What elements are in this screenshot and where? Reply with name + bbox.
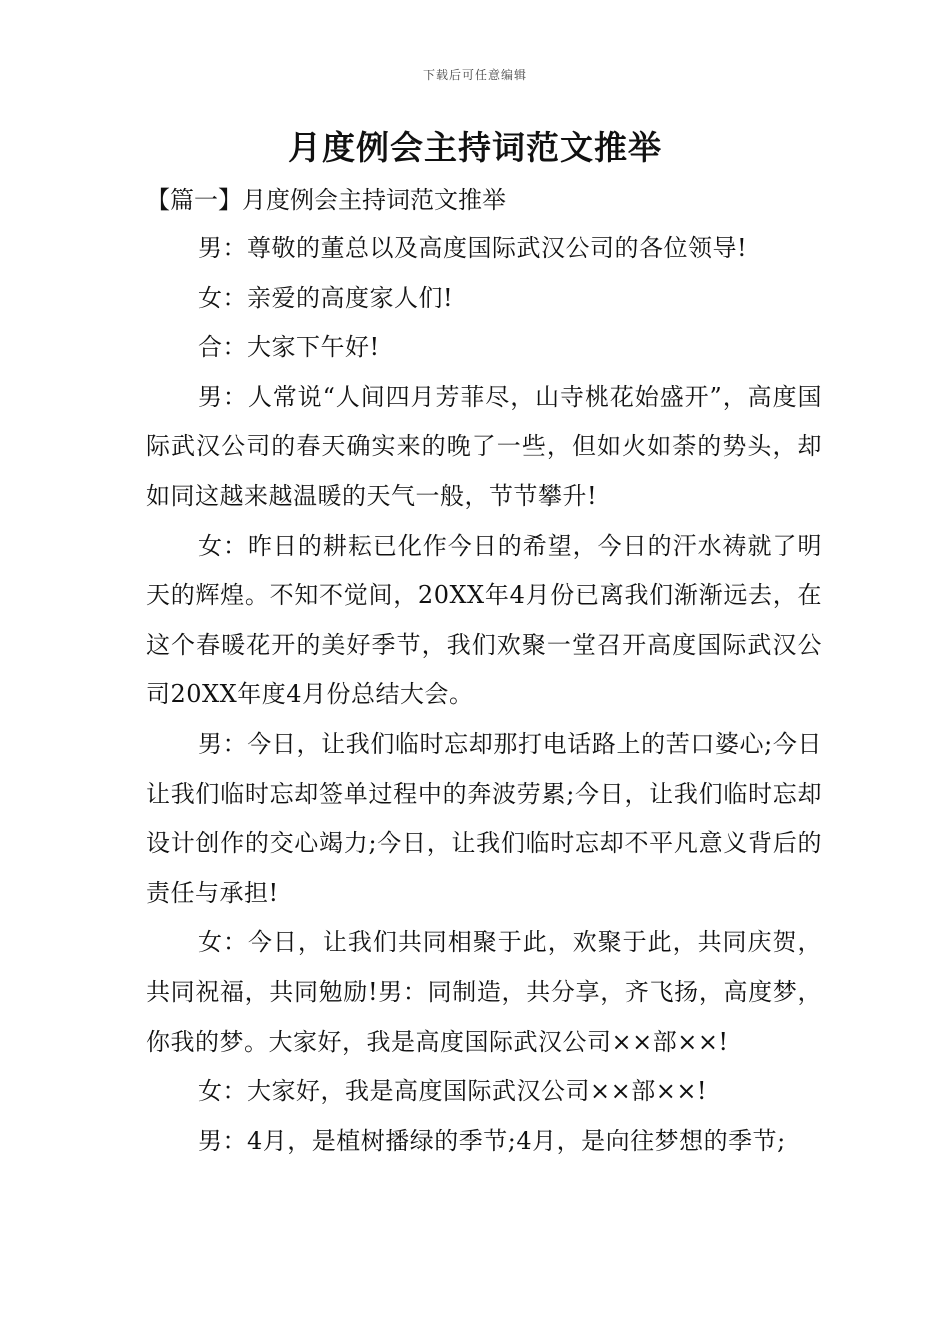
paragraph: 男：尊敬的董总以及高度国际武汉公司的各位领导! (198, 234, 748, 262)
paragraph: 男：人常说“人间四月芳菲尽，山寺桃花始盛开”，高度国际武汉公司的春天确实来的晚了一些，但如火如荼的势头，却如同这越来越温暖的天气一般，节节攀升! (146, 382, 822, 510)
paragraph: 女：亲爱的高度家人们! (198, 283, 454, 312)
paragraph: 合：大家下午好! (198, 333, 380, 362)
paragraph: 女：大家好，我是高度国际武汉公司××部××! (198, 1077, 708, 1106)
header-note: 下载后可任意编辑 (422, 68, 527, 82)
paragraph: 女：今日，让我们共同相聚于此，欢聚于此，共同庆贺，共同祝福，共同勉励!男：同制造，共分享，齐飞扬，高度梦，你我的梦。大家好，我是高度国际武汉公司××部××! (146, 928, 822, 1056)
paragraph: 男：今日，让我们临时忘却那打电话路上的苦口婆心;今日让我们临时忘却签单过程中的奔波劳累;今日，让我们临时忘却设计创作的交心竭力;今日，让我们临时忘却不平凡意义背后的责任与承担! (146, 729, 822, 907)
paragraph: 女：昨日的耕耘已化作今日的希望，今日的汗水祷就了明天的辉煌。不知不觉间，20XX年4月份已离我们渐渐远去，在这个春暖花开的美好季节，我们欢聚一堂召开高度国际武汉公司20XX年度4月份总结大会。 (146, 531, 822, 709)
paragraph: 男：4月，是植树播绿的季节;4月，是向往梦想的季节; (198, 1126, 786, 1155)
document-title: 月度例会主持词范文推举 (288, 128, 662, 167)
section-heading: 【篇一】月度例会主持词范文推举 (146, 186, 506, 214)
body-text (146, 224, 822, 1166)
